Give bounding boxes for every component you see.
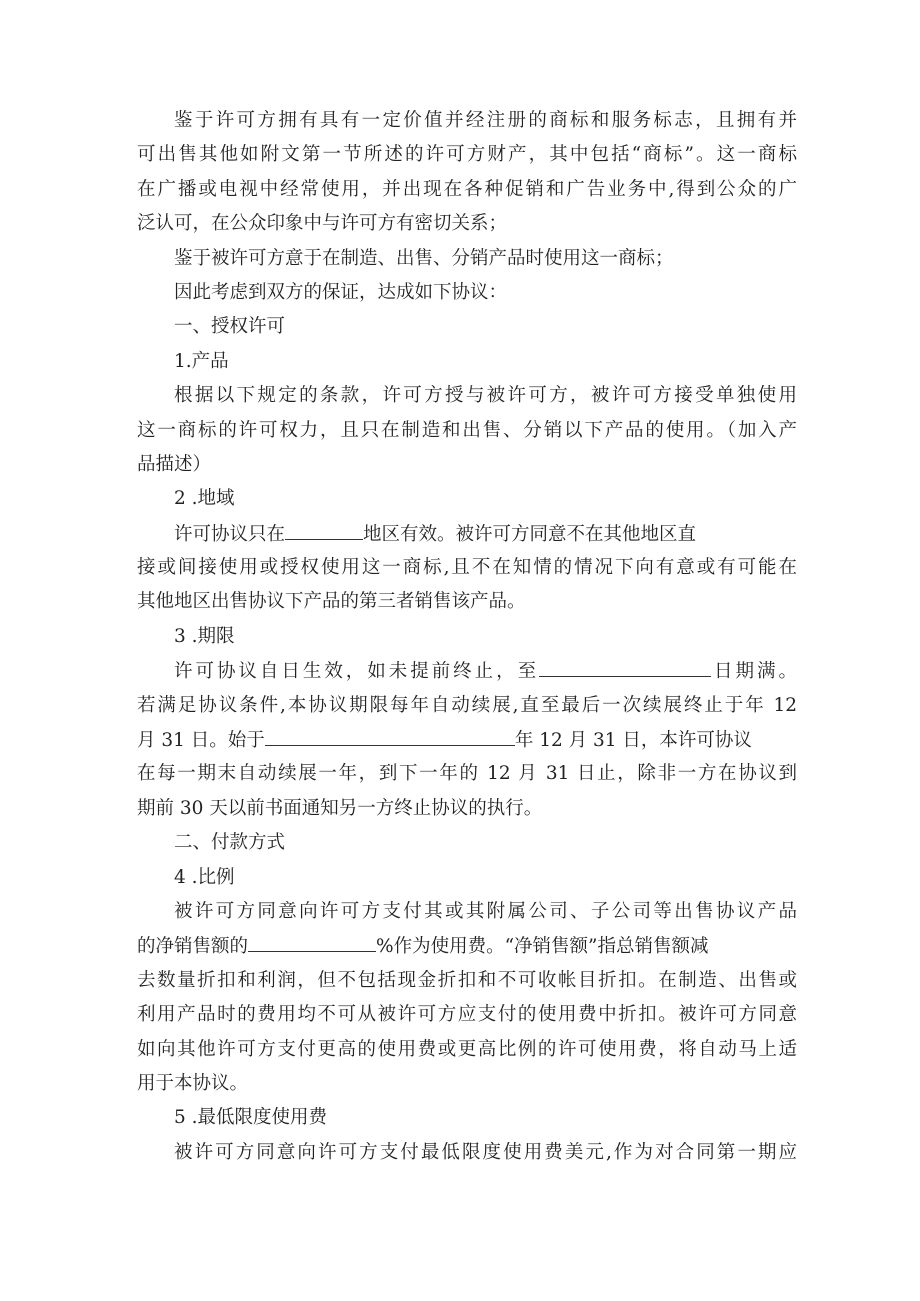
line-text: 如向其他许可方支付更高的使用费或更高比例的许可使用费，将自动马上适: [137, 1038, 797, 1060]
line-text-after-blank: 地区有效。被许可方同意不在其他地区直: [363, 523, 697, 545]
line-text: 1.产品: [174, 350, 229, 372]
line-text: 月 31 日。始于: [137, 730, 265, 752]
text-line: [137, 1136, 797, 1170]
text-line: [137, 448, 797, 482]
text-line: [137, 792, 797, 826]
line-text: 3 .期限: [174, 625, 235, 647]
line-text: 若满足协议条件,本协议期限每年自动续展,直至最后一次续展终止于年 12: [137, 694, 797, 716]
text-line: [137, 964, 797, 998]
line-text: 期前 30 天以前书面通知另一方终止协议的执行。: [137, 797, 543, 819]
text-line: [137, 414, 797, 448]
text-line: [137, 276, 797, 310]
text-line: [137, 207, 797, 241]
line-text-after-blank: 年 12 月 31 日，本许可协议: [514, 730, 752, 752]
text-line: [137, 104, 797, 138]
text-line: [137, 138, 797, 172]
text-line: [137, 689, 797, 723]
line-text: 4 .比例: [174, 866, 235, 888]
text-line: [137, 1033, 797, 1067]
line-text: 用于本协议。: [137, 1072, 249, 1094]
line-text: 其他地区出售协议下产品的第三者销售该产品。: [137, 591, 526, 613]
document-page: [137, 104, 797, 1170]
fill-in-blank: [248, 929, 376, 952]
line-text: 一、授权许可: [174, 316, 286, 338]
text-line: [137, 517, 797, 551]
line-text: 利用产品时的费用均不可从被许可方应支付的使用费中折扣。被许可方同意: [137, 1004, 797, 1026]
line-text: 接或间接使用或授权使用这一商标,且不在知情的情况下向有意或有可能在: [137, 557, 797, 579]
text-line: [137, 585, 797, 619]
line-text: 2 .地域: [174, 488, 235, 510]
text-line: [137, 826, 797, 860]
fill-in-blank: [265, 723, 515, 746]
text-line: [137, 551, 797, 585]
line-text: 二、付款方式: [174, 832, 286, 854]
text-line: [137, 482, 797, 516]
line-text: 许可协议只在: [174, 523, 286, 545]
line-text: 在每一期末自动续展一年，到下一年的 12 月 31 日止，除非一方在协议到: [137, 763, 797, 785]
text-line: [137, 379, 797, 413]
text-line: [137, 310, 797, 344]
text-line: [137, 861, 797, 895]
line-text: 在广播或电视中经常使用，并出现在各种促销和广告业务中,得到公众的广: [137, 178, 797, 200]
fill-in-blank: [285, 517, 363, 540]
line-text-after-blank: %作为使用费。“净销售额”指总销售额减: [376, 936, 709, 958]
text-line: [137, 1067, 797, 1101]
line-text: 泛认可，在公众印象中与许可方有密切关系；: [137, 213, 508, 235]
text-line: [137, 929, 797, 963]
text-line: [137, 173, 797, 207]
text-line: [137, 345, 797, 379]
text-line: [137, 757, 797, 791]
text-line: [137, 242, 797, 276]
text-line: [137, 654, 797, 688]
line-text: 鉴于被许可方意于在制造、出售、分销产品时使用这一商标；: [174, 247, 674, 269]
line-text: 5 .最低限度使用费: [174, 1107, 328, 1129]
text-line: [137, 723, 797, 757]
line-text: 去数量折扣和利润，但不包括现金折扣和不可收帐目折扣。在制造、出售或: [137, 969, 797, 991]
line-text: 鉴于许可方拥有具有一定价值并经注册的商标和服务标志，且拥有并: [174, 110, 797, 131]
text-line: [137, 895, 797, 929]
line-text: 被许可方同意向许可方支付其或其附属公司、子公司等出售协议产品: [174, 900, 797, 922]
line-text: 因此考虑到双方的保证，达成如下协议：: [174, 281, 508, 303]
text-line: [137, 620, 797, 654]
fill-in-blank: [539, 654, 711, 677]
line-text-after-blank: 日期满。: [711, 661, 797, 683]
line-text: 根据以下规定的条款，许可方授与被许可方，被许可方接受单独使用: [174, 385, 797, 407]
text-line: [137, 1101, 797, 1135]
line-text: 品描述）: [137, 453, 212, 475]
line-text: 可出售其他如附文第一节所述的许可方财产，其中包括“商标”。这一商标: [137, 144, 797, 166]
line-text: 这一商标的许可权力，且只在制造和出售、分销以下产品的使用。（加入产: [137, 419, 797, 441]
line-text: 被许可方同意向许可方支付最低限度使用费美元,作为对合同第一期应: [174, 1141, 797, 1163]
line-text: 许可协议自日生效，如未提前终止，至: [174, 661, 540, 683]
text-line: [137, 998, 797, 1032]
line-text: 的净销售额的: [137, 936, 249, 958]
